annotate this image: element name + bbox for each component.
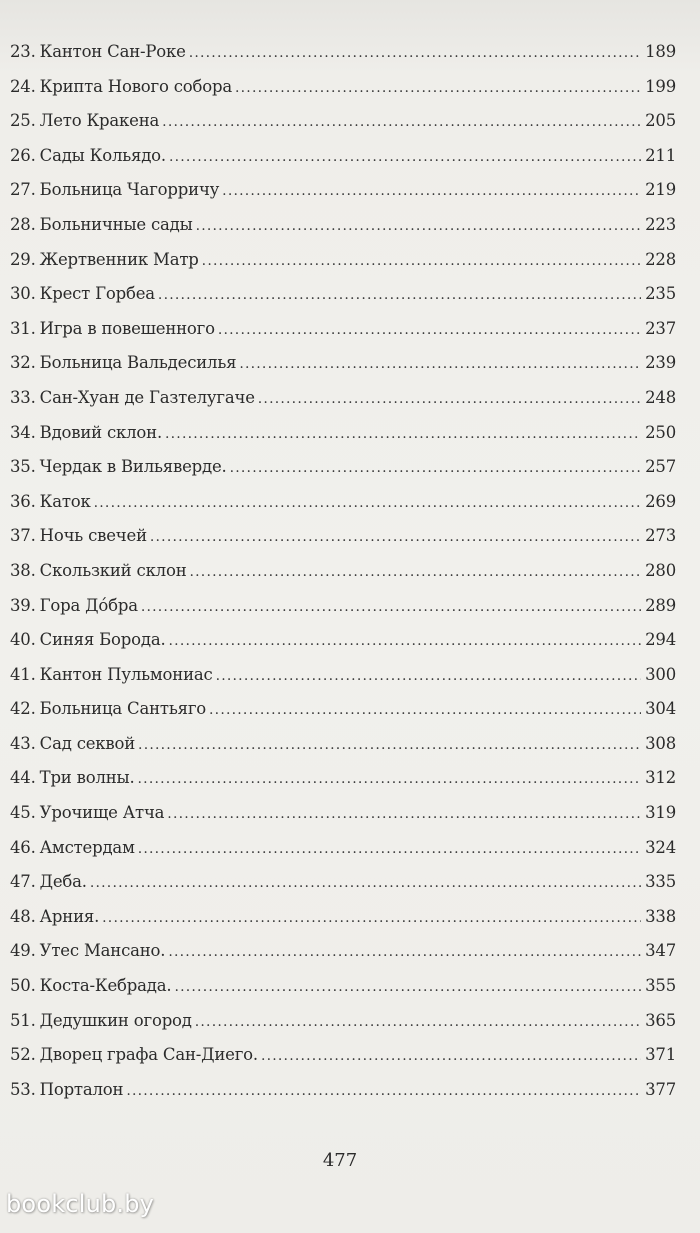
toc-entry-page: 280	[645, 560, 676, 580]
toc-entry	[10, 838, 676, 873]
toc-entry-number: 34.	[10, 422, 36, 442]
toc-entry-number: 50.	[10, 976, 36, 996]
toc-entry-number: 47.	[10, 872, 36, 892]
toc-entry-title: Вдовий склон.	[39, 422, 162, 442]
toc-entry	[10, 111, 676, 146]
toc-entry-number: 45.	[10, 803, 36, 823]
toc-entry-page: 312	[645, 768, 676, 788]
toc-entry-title: Игра в повешенного	[39, 318, 215, 338]
toc-entry-title: Кантон Сан-Роке	[39, 42, 186, 61]
toc-entry-title: Сан-Хуан де Газтелугаче	[39, 387, 255, 407]
toc-dot-leader	[167, 806, 641, 822]
toc-entry-title: Чердак в Вильяверде.	[39, 457, 227, 477]
toc-entry-page: 248	[645, 387, 676, 407]
toc-entry-title: Арния.	[39, 906, 100, 926]
toc-dot-leader	[168, 944, 641, 960]
toc-entry-page: 239	[645, 353, 676, 373]
toc-entry-page: 257	[645, 457, 676, 477]
toc-entry-page: 377	[645, 1079, 676, 1099]
toc-entry-title: Коста-Кебрада.	[39, 976, 172, 996]
toc-entry	[10, 941, 676, 976]
toc-entry	[10, 872, 676, 907]
toc-entry-page: 219	[645, 180, 676, 200]
toc-entry	[10, 907, 676, 942]
toc-dot-leader	[216, 668, 642, 684]
toc-dot-leader	[235, 80, 641, 96]
toc-entry-number: 30.	[10, 284, 36, 304]
toc-entry-title: Гора Дóбра	[39, 595, 138, 615]
toc-dot-leader	[165, 426, 641, 442]
toc-entry	[10, 77, 676, 112]
toc-entry-title: Урочище Атча	[39, 803, 165, 823]
toc-entry-page: 300	[645, 664, 676, 684]
toc-entry-title: Синяя Борода.	[39, 630, 166, 650]
toc-entry	[10, 803, 676, 838]
toc-entry-number: 36.	[10, 491, 36, 511]
toc-entry-title: Ночь свечей	[39, 526, 147, 546]
toc-dot-leader	[218, 322, 641, 338]
toc-entry-title: Больница Сантьяго	[39, 699, 207, 719]
toc-dot-leader	[162, 114, 641, 130]
toc-dot-leader	[150, 529, 641, 545]
toc-entry-number: 32.	[10, 353, 36, 373]
toc-entry	[10, 42, 676, 77]
toc-entry-number: 41.	[10, 664, 36, 684]
toc-entry-number: 53.	[10, 1079, 36, 1099]
toc-entry	[10, 284, 676, 319]
toc-entry-number: 49.	[10, 941, 36, 961]
toc-dot-leader	[230, 460, 642, 476]
toc-entry-number: 48.	[10, 906, 36, 926]
toc-entry-number: 52.	[10, 1045, 36, 1065]
toc-dot-leader	[195, 1014, 641, 1030]
toc-entry	[10, 1045, 676, 1080]
toc-entry-title: Больничные сады	[39, 214, 193, 234]
toc-entry-number: 44.	[10, 768, 36, 788]
table-of-contents	[10, 42, 676, 1114]
toc-dot-leader	[90, 875, 641, 891]
page-number: 477	[322, 1150, 358, 1171]
toc-entry-number: 26.	[10, 145, 36, 165]
toc-dot-leader	[102, 910, 641, 926]
toc-entry-page: 228	[645, 249, 676, 269]
toc-entry-page: 294	[645, 630, 676, 650]
toc-entry-page: 304	[645, 699, 676, 719]
toc-dot-leader	[209, 702, 641, 718]
toc-dot-leader	[94, 495, 641, 511]
toc-entry	[10, 423, 676, 458]
toc-dot-leader	[189, 45, 641, 61]
toc-dot-leader	[138, 841, 641, 857]
toc-entry-number: 38.	[10, 560, 36, 580]
toc-dot-leader	[169, 633, 642, 649]
watermark-text: bookclub.by	[6, 1190, 155, 1218]
toc-entry-page: 335	[645, 872, 676, 892]
toc-entry-title: Больница Чагорричу	[39, 180, 220, 200]
toc-entry	[10, 250, 676, 285]
toc-entry	[10, 457, 676, 492]
toc-entry-page: 199	[645, 76, 676, 96]
toc-dot-leader	[196, 218, 642, 234]
toc-entry	[10, 492, 676, 527]
toc-dot-leader	[261, 1048, 641, 1064]
toc-entry-page: 250	[645, 422, 676, 442]
toc-entry	[10, 146, 676, 181]
toc-entry-title: Деба.	[39, 872, 87, 892]
toc-entry-page: 319	[645, 803, 676, 823]
toc-dot-leader	[126, 1083, 641, 1099]
toc-entry-page: 308	[645, 733, 676, 753]
toc-entry	[10, 561, 676, 596]
toc-entry-number: 42.	[10, 699, 36, 719]
toc-entry-number: 24.	[10, 76, 36, 96]
toc-entry-number: 31.	[10, 318, 36, 338]
toc-entry	[10, 319, 676, 354]
toc-entry-page: 235	[645, 284, 676, 304]
toc-entry-number: 27.	[10, 180, 36, 200]
toc-entry	[10, 215, 676, 250]
toc-entry-title: Амстердам	[39, 837, 135, 857]
toc-entry-page: 355	[645, 976, 676, 996]
toc-entry-title: Жертвенник Матр	[39, 249, 199, 269]
toc-entry	[10, 630, 676, 665]
toc-entry-title: Сад секвой	[39, 733, 136, 753]
toc-entry-page: 338	[645, 906, 676, 926]
toc-entry	[10, 665, 676, 700]
toc-dot-leader	[158, 287, 641, 303]
toc-entry-number: 29.	[10, 249, 36, 269]
toc-entry-number: 46.	[10, 837, 36, 857]
toc-entry-number: 40.	[10, 630, 36, 650]
toc-entry-title: Сады Кольядо.	[39, 145, 166, 165]
toc-entry-title: Утес Мансано.	[39, 941, 166, 961]
toc-dot-leader	[258, 391, 641, 407]
toc-entry-page: 223	[645, 214, 676, 234]
toc-entry-title: Кантон Пульмониас	[39, 664, 213, 684]
toc-entry-page: 269	[645, 491, 676, 511]
toc-dot-leader	[190, 564, 642, 580]
toc-entry	[10, 596, 676, 631]
toc-entry-page: 347	[645, 941, 676, 961]
toc-entry-title: Три волны.	[39, 768, 135, 788]
toc-entry-title: Крипта Нового собора	[39, 76, 232, 96]
toc-dot-leader	[141, 599, 641, 615]
toc-entry-number: 33.	[10, 387, 36, 407]
toc-entry-number: 51.	[10, 1010, 36, 1030]
toc-entry-title: Дедушкин огород	[39, 1010, 192, 1030]
toc-entry-page: 324	[645, 837, 676, 857]
toc-entry-page: 205	[645, 111, 676, 131]
toc-entry-page: 289	[645, 595, 676, 615]
toc-entry-page: 365	[645, 1010, 676, 1030]
toc-entry	[10, 180, 676, 215]
toc-entry-number: 39.	[10, 595, 36, 615]
toc-entry	[10, 976, 676, 1011]
toc-entry-title: Лето Кракена	[39, 111, 160, 131]
toc-entry-title: Крест Горбеа	[39, 284, 155, 304]
toc-entry	[10, 1080, 676, 1115]
toc-entry-title: Порталон	[39, 1079, 124, 1099]
toc-entry-page: 189	[645, 42, 676, 61]
toc-entry	[10, 388, 676, 423]
toc-entry	[10, 699, 676, 734]
toc-dot-leader	[239, 356, 641, 372]
toc-dot-leader	[222, 183, 641, 199]
toc-dot-leader	[169, 149, 641, 165]
toc-entry-title: Больница Вальдесилья	[39, 353, 237, 373]
toc-dot-leader	[138, 771, 642, 787]
toc-entry-page: 371	[645, 1045, 676, 1065]
toc-entry-page: 211	[645, 145, 676, 165]
toc-dot-leader	[138, 737, 641, 753]
toc-entry-number: 35.	[10, 457, 36, 477]
toc-entry	[10, 526, 676, 561]
toc-entry-page: 273	[645, 526, 676, 546]
toc-entry-number: 25.	[10, 111, 36, 131]
toc-dot-leader	[174, 979, 641, 995]
toc-entry-title: Скользкий склон	[39, 560, 187, 580]
toc-entry-number: 23.	[10, 42, 36, 61]
toc-entry-number: 28.	[10, 214, 36, 234]
toc-entry-number: 43.	[10, 733, 36, 753]
toc-entry-page: 237	[645, 318, 676, 338]
toc-entry-title: Каток	[39, 491, 91, 511]
toc-entry	[10, 353, 676, 388]
toc-entry	[10, 1011, 676, 1046]
toc-entry-number: 37.	[10, 526, 36, 546]
toc-entry-title: Дворец графа Сан-Диего.	[39, 1045, 258, 1065]
toc-entry	[10, 734, 676, 769]
toc-entry	[10, 768, 676, 803]
toc-dot-leader	[202, 253, 641, 269]
